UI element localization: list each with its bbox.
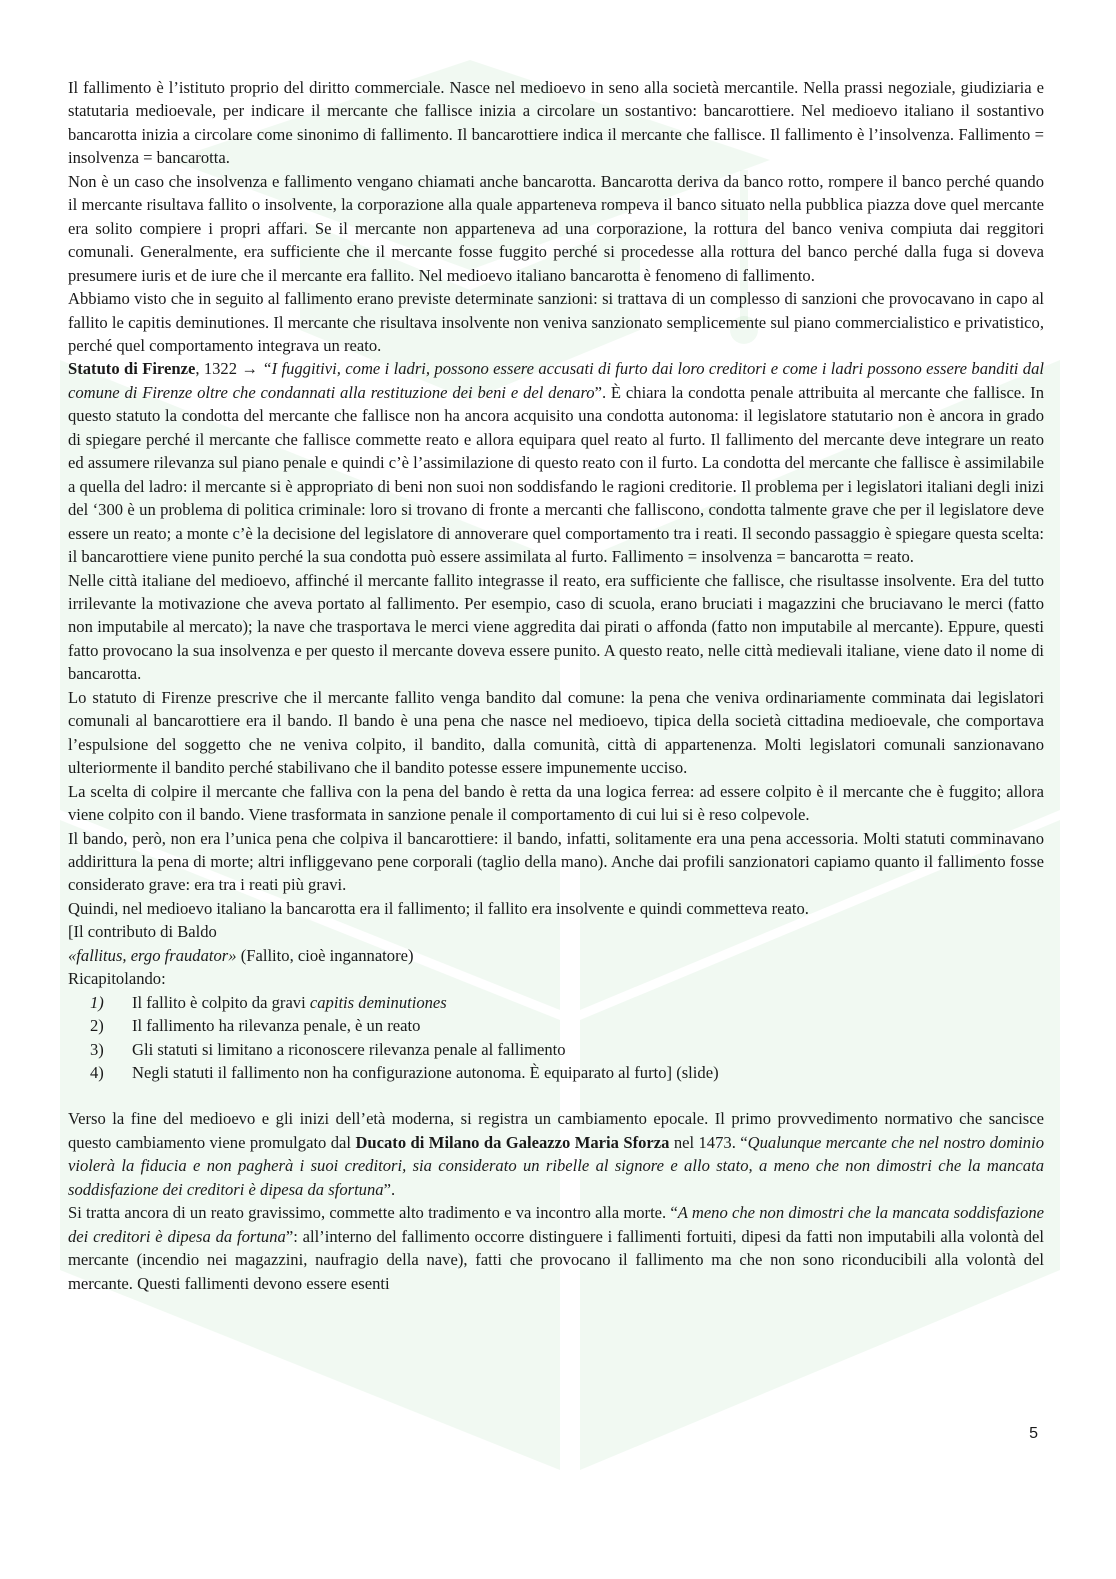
paragraph-last: Si tratta ancora di un reato gravissimo, commette alto tradimento e va incontro alla morte. “A meno che non dimostri che la mancata soddisfazione dei creditori è dipesa da fortuna”: all’interno del fallimento occorre distinguere i fallimenti fortuiti, dipesi da fatti non imputabili alla volontà del mercante (incendio nei magazzini, naufragio della nave), fatti che provocano il fallimento ma che non sono riconducibili alla volontà del mercante. Questi fallimenti devono essere esenti (68, 1203, 1044, 1293)
list-item-text: Negli statuti il fallimento non ha configurazione autonoma. È equiparato al furto] (slide) (132, 1063, 719, 1083)
paragraph-6: Lo statuto di Firenze prescrive che il mercante fallito venga bandito dal comune: la pena che veniva ordinariamente comminata dai legislatori comunali al bancarottiere era il bando. Il bando è una pena che nasce nel medioevo, tipica della società cittadina medioevale, che comportava l’espulsione del soggetto che ne veniva colpito, il bandito, dalla comunità, città di appartenenza. Molti legislatori comunali sanzionavano ulteriormente il bandito perché stabilivano che il bandito potesse essere impunemente ucciso. (68, 687, 1044, 778)
baldo-maxim (68, 944, 1044, 967)
list-item-text: Gli statuti si limitano a riconoscere rilevanza penale al fallimento (132, 1039, 566, 1059)
recap-heading: Ricapitolando: (68, 969, 166, 989)
list-item-text: Il fallito è colpito da gravi capitis deminutiones (132, 992, 447, 1012)
ducato-milano-quote: Qualunque mercante che nel nostro dominio violerà la fiducia e non pagherà i suoi creditori, sia considerato un ribelle al signore e allo stato, a meno che non dimostri che la mancata soddisfazione dei creditori è dipesa da sfortuna (68, 1132, 1044, 1199)
list-item (68, 1038, 1044, 1061)
section-spacer (68, 1084, 1044, 1107)
list-item-number: 1) (90, 992, 104, 1012)
paragraph-statuto-firenze (68, 357, 1044, 568)
statuto-firenze-title: Statuto di Firenze (68, 359, 196, 379)
list-item (68, 1014, 1044, 1037)
arrow-icon: → (241, 359, 258, 379)
baldo-maxim-latin: «fallitus, ergo fraudator» (68, 945, 237, 965)
list-item (68, 991, 1044, 1014)
paragraph-9: Quindi, nel medioevo italiano la bancarotta era il fallimento; il fallito era insolvente e quindi commetteva reato. (68, 898, 809, 918)
paragraph-5: Nelle città italiane del medioevo, affinché il mercante fallito integrasse il reato, era sufficiente che fallisce, che risultasse insolvente. Era del tutto irrilevante la motivazione che aveva portato al fallimento. Per esempio, caso di scuola, erano bruciati i magazzini che bruciavano le merci (fatto non imputabile al mercato); la nave che trasportava le merci viene aggredita dai pirati o affonda (fatto non imputabile al mercante). Eppure, questi fatto provocano la sua insolvenza e per questo il mercante doveva essere punito. A questo reato, nelle città medievali italiane, viene dato il nome di bancarotta. (68, 570, 1044, 684)
document-body (68, 76, 1044, 1295)
list-item (68, 1061, 1044, 1084)
ducato-milano-bold: Ducato di Milano da Galeazzo Maria Sforza (355, 1132, 670, 1152)
statuto-firenze-commentary: ”. È chiara la condotta penale attribuita al mercante che fallisce. In questo statuto la condotta del mercante che fallisce non ha ancora acquisito una condotta autonoma: il legislatore statutario non è ancora in grado di spiegare perché il mercante che fallisce commette reato e allora equipara quel reato al furto. Il fallimento del mercante deve integrare un reato ed assumere rilevanza sul piano penale e quindi c’è l’assimilazione di questo reato con il furto. La condotta del mercante che fallisce è assimilabile a quella del ladro: il mercante si è appropriato di beni non suoi non soddisfando le ragioni creditorie. Il problema per i legislatori italiani degli inizi del ‘300 è un problema di politica criminale: loro si trovano di fronte a mercanti che falliscono, condotta talmente grave che per il legislatore deve essere un reato; a monte c’è la decisione del legislatore di annoverare quel comportamento tra i reati. Il secondo passaggio è spiegare questa scelta: il bancarottiere viene punito perché la sua condotta può essere assimilata al furto. Fallimento = insolvenza = bancarotta = reato. (68, 382, 1044, 567)
recap-list (68, 991, 1044, 1085)
list-item-number: 2) (90, 1016, 104, 1036)
paragraph-1: Il fallimento è l’istituto proprio del diritto commerciale. Nasce nel medioevo in seno alla società mercantile. Nella prassi negoziale, giudiziaria e statutaria medioevale, per indicare il mercante che fallisce inizia a circolare un sostantivo: bancarottiere. Nel medioevo italiano il sostantivo bancarotta inizia a circolare come sinonimo di fallimento. Il bancarottiere indica il mercante che fallisce. Il fallimento è l’insolvenza. Fallimento = insolvenza = bancarotta. (68, 78, 1044, 168)
baldo-heading: [Il contributo di Baldo (68, 922, 217, 942)
statuto-firenze-quote: “I fuggitivi, come i ladri, possono essere accusati di furto dai loro creditori e come i ladri possono essere banditi dal comune di Firenze oltre che condannati alla restituzione dei beni e del denaro (68, 359, 1044, 402)
paragraph-3: Abbiamo visto che in seguito al fallimento erano previste determinate sanzioni: si trattava di un complesso di sanzioni che provocavano in capo al fallito le capitis deminutiones. Il mercante che risultava insolvente non veniva sanzionato semplicemente sul piano commercialistico e privatistico, perché quel comportamento integrava un reato. (68, 289, 1044, 355)
paragraph-7: La scelta di colpire il mercante che falliva con la pena del bando è retta da una logica ferrea: ad essere colpito è il mercante che è fuggito; allora viene colpito con il bando. Viene trasformata in sanzione penale il comportamento di cui lui si è reso colpevole. (68, 781, 1044, 825)
paragraph-2: Non è un caso che insolvenza e fallimento vengano chiamati anche bancarotta. Bancarotta deriva da banco rotto, rompere il banco perché quando il mercante risultava fallito o insolvente, la corporazione alla quale apparteneva rompeva il banco situato nella pubblica piazza dove quel mercante era solito compiere i propri affari. Se il mercante non apparteneva ad una corporazione, la rottura del banco veniva compiuta dai reggitori comunali. Generalmente, era sufficiente che il mercante fosse fuggito perché si procedesse alla rottura del banco perché dalla fuga si doveva presumere iuris et de iure che il mercante era fallito. Nel medioevo italiano bancarotta è fenomeno di fallimento. (68, 171, 1044, 285)
list-item-text: Il fallimento ha rilevanza penale, è un reato (132, 1016, 421, 1036)
paragraph-milano: Verso la fine del medioevo e gli inizi dell’età moderna, si registra un cambiamento epocale. Il primo provvedimento normativo che sancisce questo cambiamento viene promulgato dal Ducato di Milano da Galeazzo Maria Sforza nel 1473. “Qualunque mercante che nel nostro dominio violerà la fiducia e non pagherà i suoi creditori, sia considerato un ribelle al signore e allo stato, a meno che non dimostri che la mancata soddisfazione dei creditori è dipesa da sfortuna”. (68, 1109, 1044, 1199)
paragraph-8: Il bando, però, non era l’unica pena che colpiva il bancarottiere: il bando, infatti, solitamente era una pena accessoria. Molti statuti comminavano addirittura la pena di morte; altri infliggevano pene corporali (taglio della mano). Anche dai profili sanzionatori capiamo quanto il fallimento fosse considerato grave: era tra i reati più gravi. (68, 828, 1044, 895)
fortuna-quote: A meno che non dimostri che la mancata soddisfazione dei creditori è dipesa da fortuna (68, 1203, 1044, 1246)
list-item-number: 3) (90, 1039, 104, 1059)
page-number: 5 (1029, 1425, 1038, 1442)
statuto-firenze-year: , 1322 (195, 359, 242, 379)
baldo-maxim-translation: (Fallito, cioè ingannatore) (236, 945, 414, 965)
list-item-number: 4) (90, 1063, 104, 1083)
